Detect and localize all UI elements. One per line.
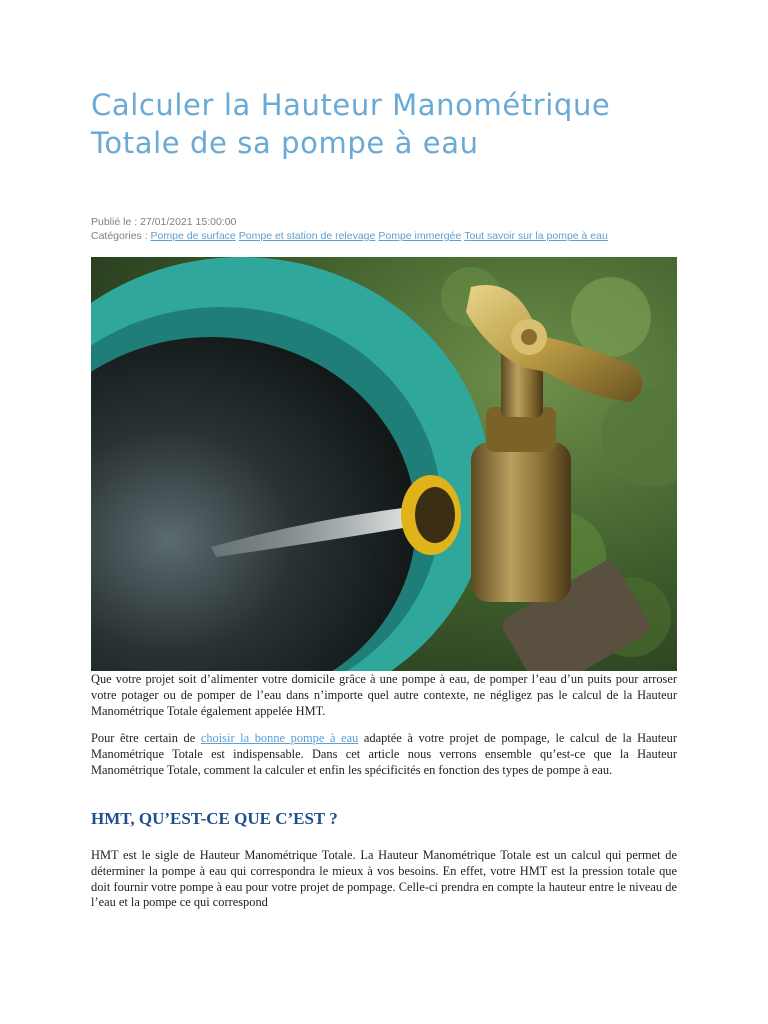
second-text-end: adaptée à votre projet de pompage, le calcul de la Hauteur Manométrique Totale est indispensable. Dans cet article nous verrons ensemble qu’est-ce que la Hauteur Manométrique Totale, comment la calculer et enfin les spécificités en fonction des types de pompe à eau. [91,731,677,777]
published-label: Publié le : [91,216,138,228]
hmt-text: HMT est le sigle de Hauteur Manométrique Totale. La Hauteur Manométrique Totale est un calcul qui permet de déterminer la pompe à eau qui correspondra le mieux à vos besoins. En effet, votre HMT est la pression totale que doit fournir votre pompe à eau pour votre projet de pompage. Celle-ci prendra en compte la hauteur entre le niveau de l’eau et la pompe ce qui correspond [91,848,677,910]
hmt-paragraph [91,848,677,911]
article-meta [91,215,677,243]
categories-line [91,229,677,243]
category-link-surface[interactable]: Pompe de surface [150,230,236,242]
choose-pump-link[interactable]: choisir la bonne pompe à eau [200,731,359,745]
page-title: Calculer la Hauteur Manométrique Totale de sa pompe à eau [91,88,611,160]
category-link-relevage[interactable]: Pompe et station de relevage [238,230,376,242]
intro-text: Que votre projet soit d’alimenter votre domicile grâce à une pompe à eau, de pomper l’eau d’un puits pour arroser votre potager ou de pomper de l’eau dans n’importe quel autre contexte, ne négligez pas le calcul de la Hauteur Manométrique Totale également appelée HMT. [91,672,677,718]
section-heading: HMT, QU’EST-CE QUE C’EST ? [91,809,338,828]
hero-image [91,257,677,671]
second-text [91,731,677,778]
published-date: 27/01/2021 15:00:00 [140,216,237,228]
category-link-tout-savoir[interactable]: Tout savoir sur la pompe à eau [464,230,608,242]
water-tap-photo [91,257,677,671]
category-link-immergee[interactable]: Pompe immergée [378,230,462,242]
categories-label: Catégories : [91,230,148,242]
second-text-start: Pour être certain de [91,731,201,745]
published-line [91,215,677,229]
second-paragraph [91,731,677,778]
intro-paragraph [91,672,677,719]
